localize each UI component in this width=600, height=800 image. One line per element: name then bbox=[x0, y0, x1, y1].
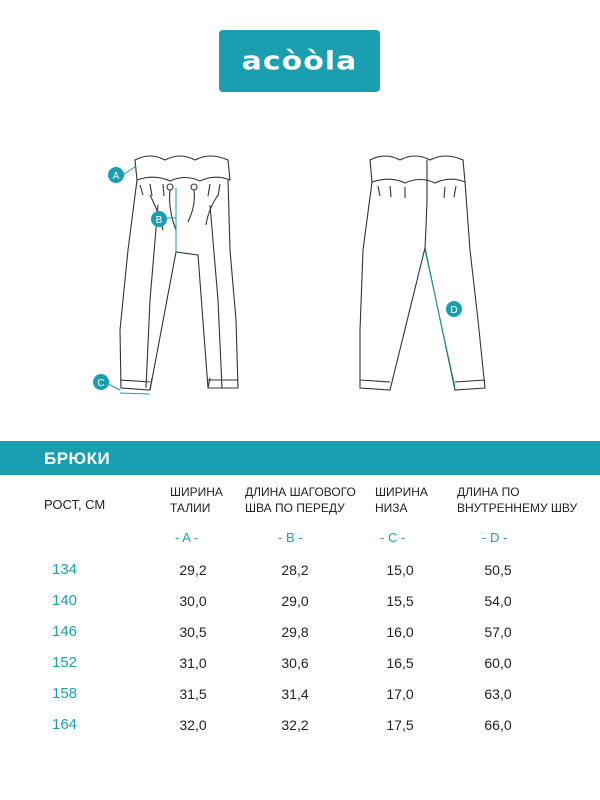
svg-text:D: D bbox=[450, 305, 458, 316]
section-title: БРЮКИ bbox=[44, 449, 111, 468]
header-col-b-line1: ДЛИНА ШАГОВОГО bbox=[245, 485, 356, 499]
header-col-a-line2: ТАЛИИ bbox=[170, 501, 211, 515]
header-size: РОСТ, СМ bbox=[44, 497, 106, 512]
svg-text:B: B bbox=[155, 215, 163, 226]
table-cell: 17,0 bbox=[386, 686, 414, 702]
table-row-size: 152 bbox=[52, 654, 78, 671]
header-col-c-line1: ШИРИНА bbox=[375, 485, 428, 499]
table-cell: 63,0 bbox=[484, 686, 512, 702]
code-col-c: - C - bbox=[380, 530, 406, 545]
table-cell: 30,0 bbox=[179, 593, 207, 609]
marker-a bbox=[108, 167, 124, 183]
table-cell: 57,0 bbox=[484, 624, 512, 640]
svg-text:C: C bbox=[97, 378, 105, 389]
header-col-d-line1: ДЛИНА ПО bbox=[457, 485, 520, 499]
table-row-size: 134 bbox=[52, 561, 78, 578]
table-row-size: 140 bbox=[52, 592, 78, 609]
measure-c-line bbox=[120, 393, 150, 394]
marker-b bbox=[151, 211, 167, 227]
header-col-a-line1: ШИРИНА bbox=[170, 485, 223, 499]
table-cell: 29,2 bbox=[179, 562, 207, 578]
section-banner bbox=[0, 441, 600, 475]
table-cell: 31,4 bbox=[281, 686, 309, 702]
table-cell: 54,0 bbox=[484, 593, 512, 609]
table-cell: 16,5 bbox=[386, 655, 414, 671]
table-row-size: 146 bbox=[52, 623, 78, 640]
header-col-c-line2: НИЗА bbox=[375, 501, 408, 515]
table-cell: 32,0 bbox=[179, 717, 207, 733]
table-cell: 32,2 bbox=[281, 717, 309, 733]
table-cell: 31,5 bbox=[179, 686, 207, 702]
header-col-d-line2: ВНУТРЕННЕМУ ШВУ bbox=[457, 501, 578, 515]
table-row-size: 158 bbox=[52, 685, 78, 702]
table-cell: 29,8 bbox=[281, 624, 309, 640]
code-col-b: - B - bbox=[278, 530, 303, 545]
header-col-c bbox=[375, 484, 428, 516]
table-cell: 30,5 bbox=[179, 624, 207, 640]
header-col-a bbox=[170, 484, 223, 516]
pants-back bbox=[360, 156, 485, 390]
code-col-d: - D - bbox=[482, 530, 508, 545]
measure-c-leader bbox=[108, 384, 120, 390]
table-cell: 29,0 bbox=[281, 593, 309, 609]
table-cell: 30,6 bbox=[281, 655, 309, 671]
table-cell: 16,0 bbox=[386, 624, 414, 640]
svg-text:A: A bbox=[112, 171, 120, 182]
table-cell: 17,5 bbox=[386, 717, 414, 733]
header-col-b-line2: ШВА ПО ПЕРЕДУ bbox=[245, 501, 345, 515]
table-cell: 31,0 bbox=[179, 655, 207, 671]
table-cell: 28,2 bbox=[281, 562, 309, 578]
marker-c bbox=[93, 374, 109, 390]
table-cell: 15,5 bbox=[386, 593, 414, 609]
header-col-d bbox=[457, 484, 577, 516]
table-cell: 66,0 bbox=[484, 717, 512, 733]
table-row-size: 164 bbox=[52, 716, 78, 733]
table-cell: 15,0 bbox=[386, 562, 414, 578]
measure-d-line bbox=[425, 250, 458, 387]
header-col-b bbox=[245, 484, 356, 516]
measurement-lines bbox=[108, 166, 458, 394]
table-cell: 50,5 bbox=[484, 562, 512, 578]
pants-front bbox=[120, 156, 238, 390]
table-cell: 60,0 bbox=[484, 655, 512, 671]
marker-d bbox=[446, 301, 462, 317]
brand-logo-text: acòòla bbox=[241, 46, 358, 76]
code-col-a: - A - bbox=[175, 530, 199, 545]
